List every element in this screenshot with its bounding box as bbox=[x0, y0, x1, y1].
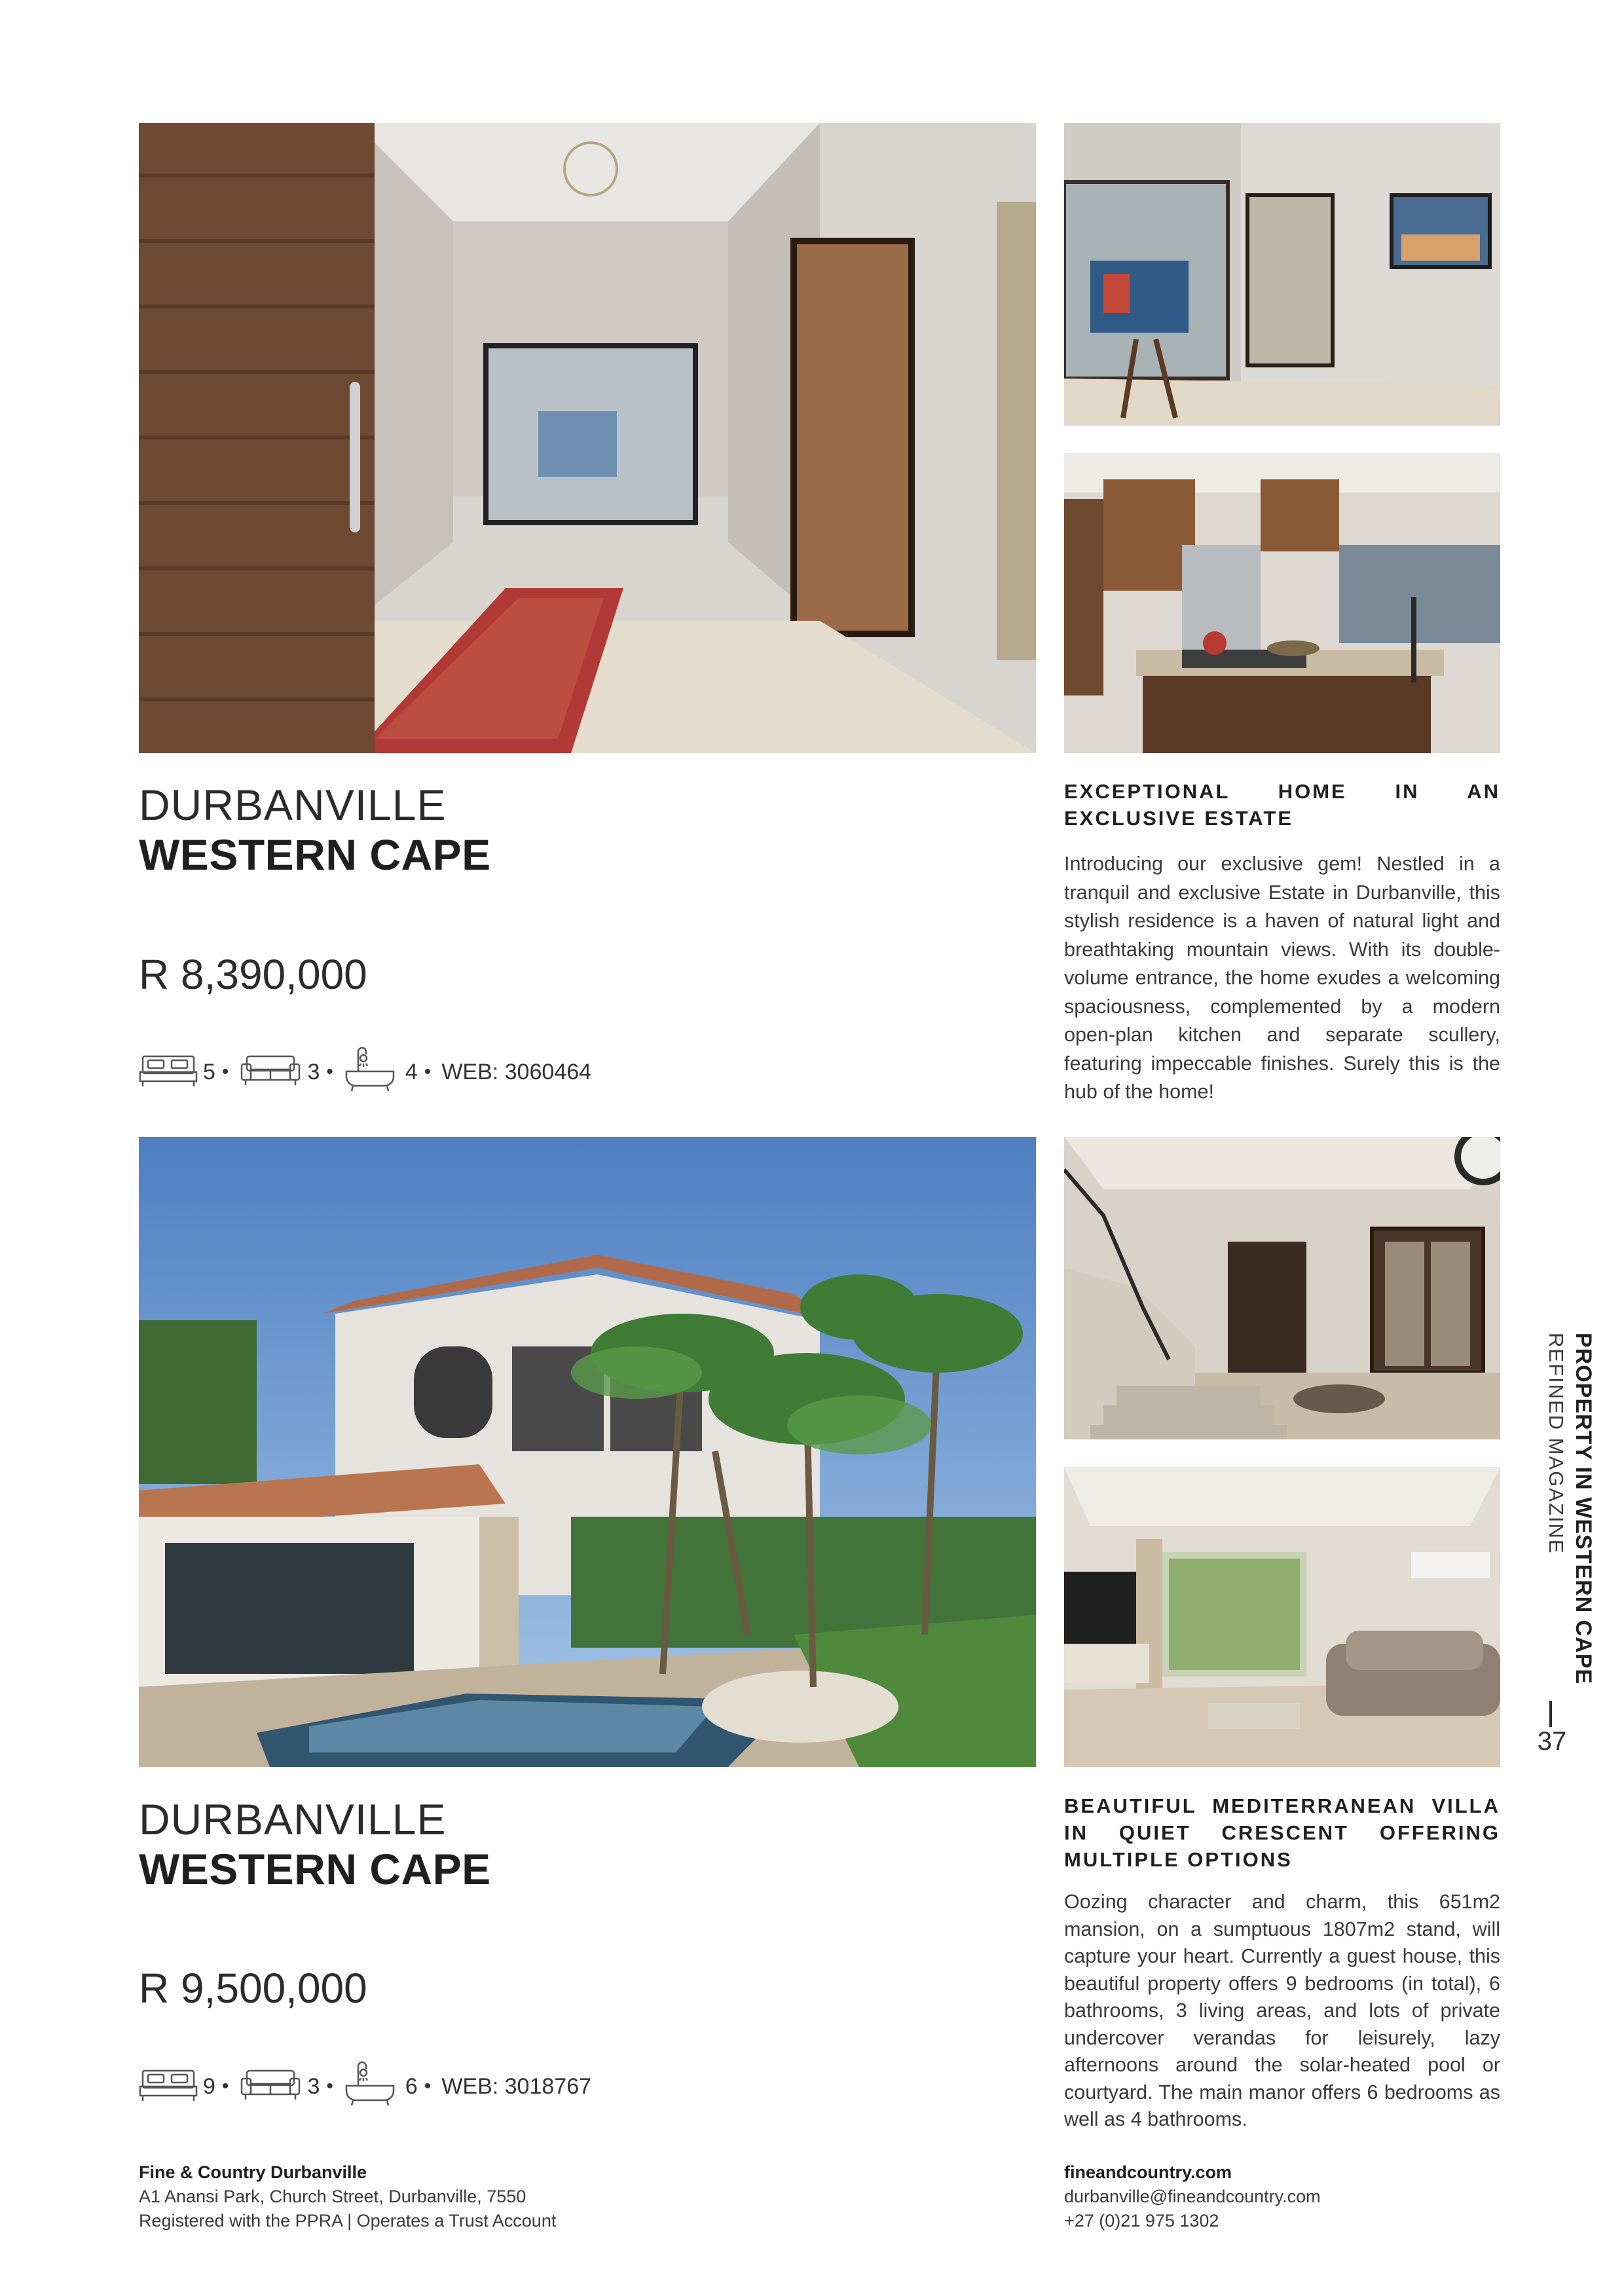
lounge-art-photo bbox=[1064, 123, 1500, 426]
separator-dot: • bbox=[326, 1061, 333, 1083]
listing2-bathrooms: 6 bbox=[405, 2073, 418, 2099]
separator-dot: • bbox=[326, 2075, 333, 2097]
separator-dot: • bbox=[424, 2075, 432, 2097]
listing2-price: R 9,500,000 bbox=[139, 1965, 367, 2012]
listing1-bedrooms: 5 bbox=[203, 1059, 215, 1084]
sofa-icon bbox=[239, 1050, 302, 1095]
sofa-icon bbox=[239, 2064, 302, 2109]
listing2-lounges: 3 bbox=[307, 2073, 320, 2099]
page-divider bbox=[1549, 1701, 1552, 1727]
listing2-specs bbox=[139, 2060, 591, 2113]
staircase-hall-photo bbox=[1064, 1137, 1500, 1439]
listing2-location-region: WESTERN CAPE bbox=[139, 1845, 491, 1893]
listing1-description: Introducing our exclusive gem! Nestled in a tranquil and exclusive Estate in Durbanville, this stylish residence is a haven of natural light and breathtaking mountain views. With its double-volume entrance, the home exudes a welcoming spaciousness, complemented by a modern open-plan kitchen and separate scullery, featuring impeccable finishes. Surely this is the hub of the home! bbox=[1064, 853, 1500, 1103]
email-link[interactable]: durbanville@fineandcountry.com bbox=[1064, 2187, 1321, 2206]
listing2-description: Oozing character and charm, this 651m2 mansion, on a sumptuous 1807m2 stand, will capture your heart. Currently a guest house, this beautiful property offers 9 bedrooms (in total), 6 bathrooms, 3 living areas, and lots of private undercover verandas for leisurely, lazy afternoons around the solar-heated pool or courtyard. The main manor offers 6 bedrooms as well as 4 bathrooms. bbox=[1064, 1891, 1500, 2130]
listing2-bedrooms: 9 bbox=[203, 2073, 215, 2099]
listing1-location-region: WESTERN CAPE bbox=[139, 830, 491, 879]
listing2-web-ref: WEB: 3018767 bbox=[441, 2073, 592, 2099]
listing1-specs bbox=[139, 1046, 591, 1098]
agency-registration: Registered with the PPRA | Operates a Trust Account bbox=[139, 2211, 557, 2231]
bed-icon bbox=[139, 1050, 198, 1095]
listing1-bathrooms: 4 bbox=[405, 1059, 418, 1084]
kitchen-photo bbox=[1064, 453, 1500, 753]
section-title: PROPERTY IN WESTERN CAPE bbox=[1571, 1333, 1596, 1685]
separator-dot: • bbox=[221, 2075, 229, 2097]
living-room-photo bbox=[1064, 1467, 1500, 1767]
page-number: 37 bbox=[1537, 1727, 1567, 1756]
bath-icon bbox=[344, 2061, 396, 2113]
listing1-web-ref: WEB: 3060464 bbox=[441, 1059, 592, 1084]
separator-dot: • bbox=[221, 1061, 229, 1083]
phone-number[interactable]: +27 (0)21 975 1302 bbox=[1064, 2211, 1219, 2231]
listing1-headline: EXCEPTIONAL HOME IN AN EXCLUSIVE ESTATE bbox=[1064, 780, 1500, 830]
website-link[interactable]: fineandcountry.com bbox=[1064, 2162, 1232, 2182]
entrance-hall-photo bbox=[139, 123, 1036, 753]
footer-contact-block bbox=[1064, 2160, 1321, 2233]
villa-pool-photo bbox=[139, 1137, 1036, 1767]
listing1-lounges: 3 bbox=[307, 1059, 320, 1084]
separator-dot: • bbox=[424, 1061, 432, 1083]
bath-icon bbox=[344, 1046, 396, 1098]
listing2-location-city: DURBANVILLE bbox=[139, 1795, 447, 1843]
agency-name: Fine & Country Durbanville bbox=[139, 2162, 367, 2182]
listing2-headline: BEAUTIFUL MEDITERRANEAN VILLA IN QUIET CRESCENT OFFERING MULTIPLE OPTIONS bbox=[1064, 1794, 1500, 1871]
listing1-location-city: DURBANVILLE bbox=[139, 781, 447, 829]
listing1-price: R 8,390,000 bbox=[139, 951, 367, 998]
footer-agency-block bbox=[139, 2160, 556, 2233]
bed-icon bbox=[139, 2064, 198, 2109]
magazine-name: REFINED MAGAZINE bbox=[1545, 1333, 1568, 1555]
section-sidebar bbox=[1539, 1333, 1598, 1706]
agency-address: A1 Anansi Park, Church Street, Durbanville, 7550 bbox=[139, 2187, 526, 2206]
